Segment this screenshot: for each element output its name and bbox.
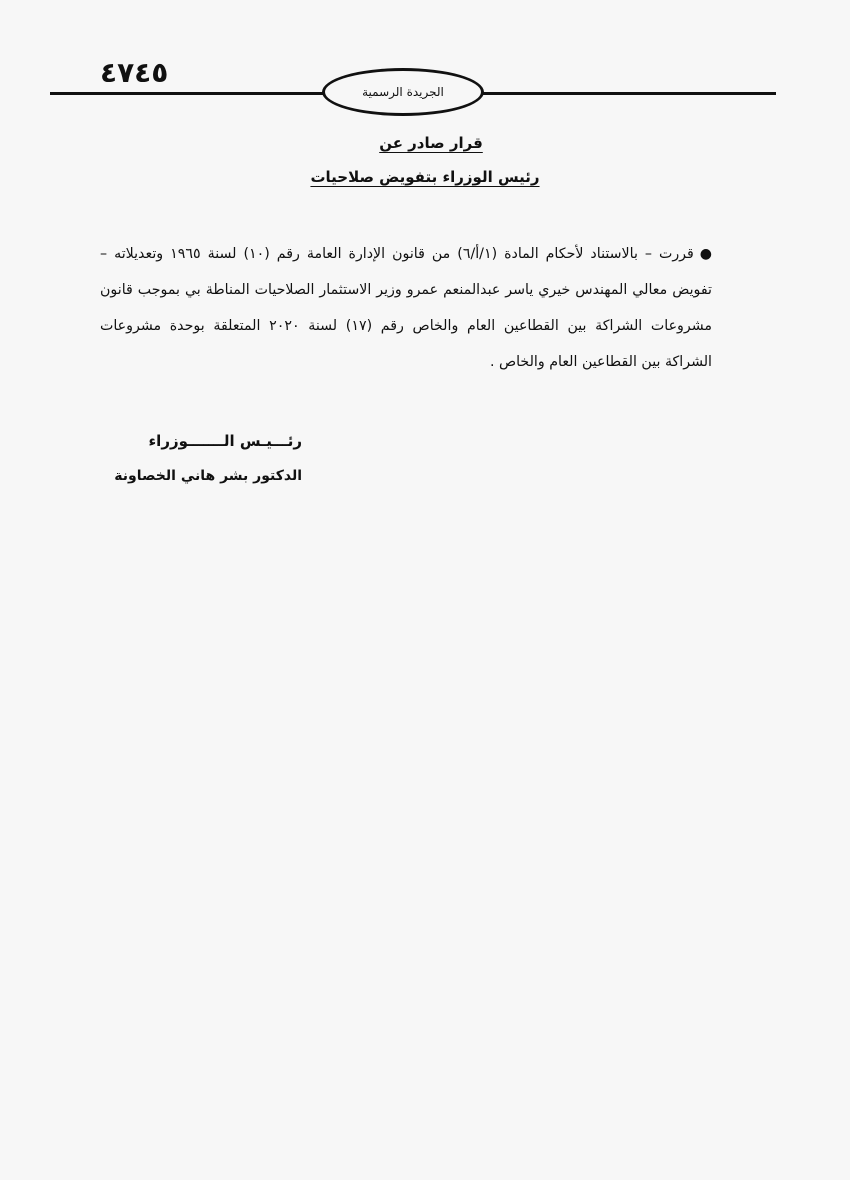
bullet-icon: ● — [699, 246, 713, 262]
decision-body — [100, 236, 712, 380]
decision-title-line-1: قرار صادر عن — [379, 134, 483, 152]
signatory-title: رئـــيـس الـــــــوزراء — [148, 432, 302, 450]
gazette-emblem — [322, 68, 484, 116]
signatory-name: الدكتور بشر هاني الخصاونة — [114, 468, 302, 484]
decision-body-text: قررت – بالاستناد لأحكام المادة (١/أ/٦) من قانون الإدارة العامة رقم (١٠) لسنة ١٩٦٥ وتعديلاته – تفويض معالي المهندس خيري ياسر عبدالمنعم عمرو وزير الاستثمار الصلاحيات المناطة بي بموجب قانون مشروعات الشراكة بين القطاعين العام والخاص رقم (١٧) لسنة ٢٠٢٠ المتعلقة بوحدة مشروعات الشراكة بين القطاعين العام والخاص . — [100, 246, 712, 370]
gazette-label: الجريدة الرسمية — [362, 85, 444, 99]
decision-title-line-2: رئيس الوزراء بتفويض صلاحيات — [310, 168, 540, 186]
page-number: ٤٧٤٥ — [100, 56, 169, 89]
